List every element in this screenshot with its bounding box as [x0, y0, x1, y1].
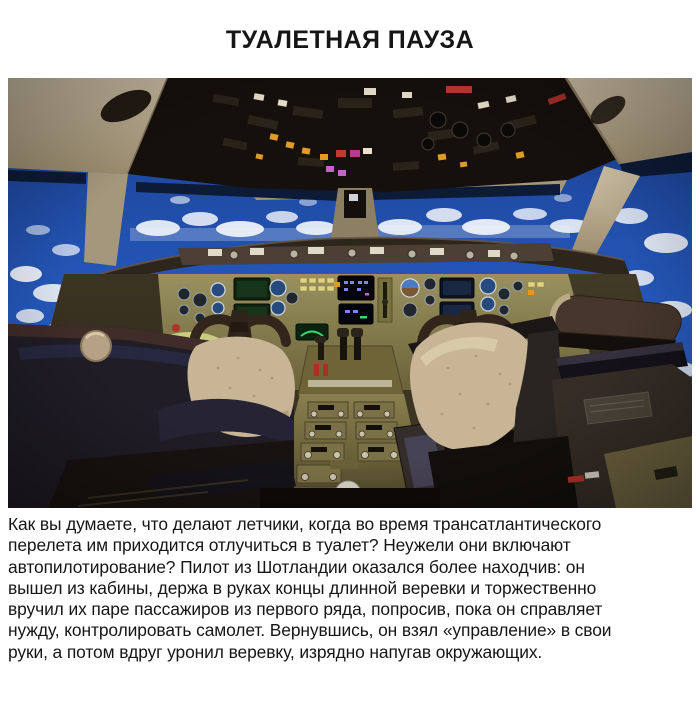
vignette: [8, 78, 692, 508]
story-line-5: вручил их паре пассажиров из первого ряда, попросив, пока он справляет: [8, 599, 603, 620]
story-line-3: автопилотирование? Пилот из Шотландии оказался более находчив: он: [8, 556, 585, 577]
cockpit-photo: [8, 78, 692, 508]
story-line-2: перелета им приходится отлучиться в туалет? Неужели они включают: [8, 535, 571, 556]
story-line-4: вышел из кабины, держа в руках концы длинной веревки и торжественно: [8, 577, 597, 598]
meme-page: [0, 26, 700, 663]
story-line-1: Как вы думаете, что делают летчики, когда во время трансатлантического: [8, 514, 602, 534]
story-line-6: нужду, контролировать самолет. Вернувшись, он взял «управление» в свои: [8, 620, 612, 641]
cockpit-illustration: [8, 78, 692, 508]
page-title: ТУАЛЕТНАЯ ПАУЗА: [225, 26, 475, 54]
story-text: [0, 508, 700, 663]
story-line-7: руки, а потом вдруг уронил веревку, изрядно напугав окружающих.: [8, 641, 543, 662]
